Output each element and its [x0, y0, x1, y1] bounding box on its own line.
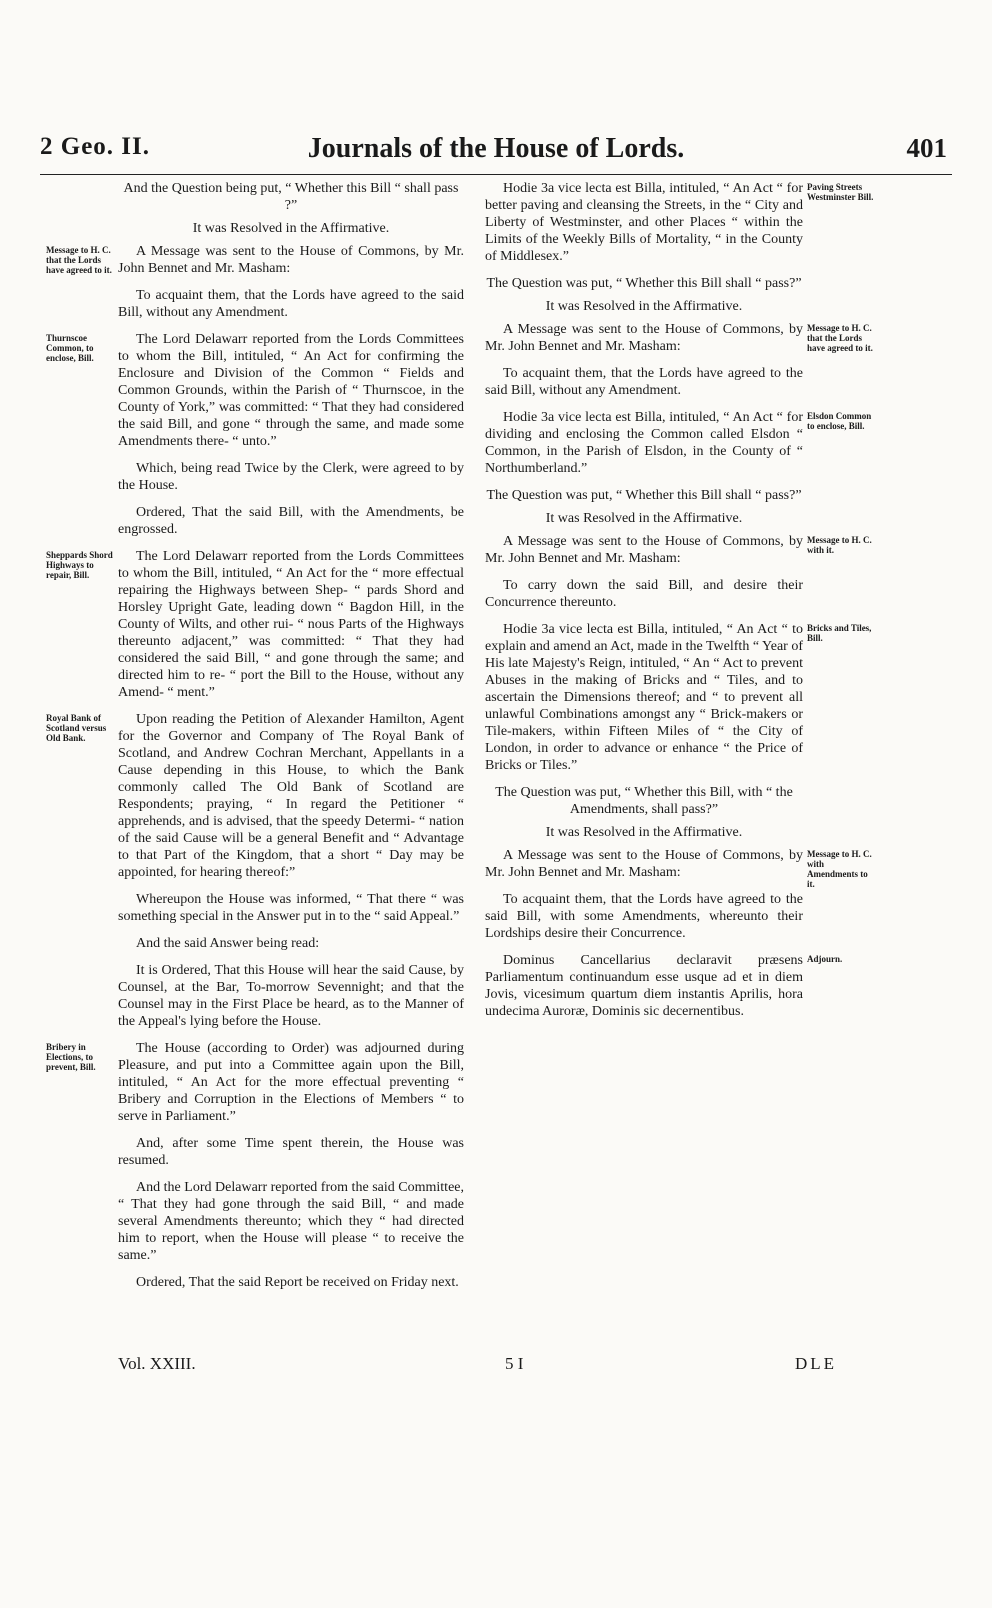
paragraph-text: It was Resolved in the Affirmative. [545, 511, 743, 526]
margin-note: Message to H. C. that the Lords have agreed to it. [46, 245, 112, 275]
paragraph-text: Which, being read Twice by the Clerk, were agreed to by the House. [118, 461, 464, 493]
paragraph [485, 298, 803, 315]
paragraph-text: A Message was sent to the House of Commons, by Mr. John Bennet and Mr. Masham: [485, 534, 803, 566]
paragraph [485, 510, 803, 527]
margin-note: Message to H. C. with Amendments to it. [807, 849, 872, 889]
paragraph [118, 935, 464, 952]
paragraph-text: To acquaint them, that the Lords have agreed to the said Bill, with some Amendments, whereunto their Lordships desire their Concurrence. [485, 892, 803, 941]
paragraph-text: And the Lord Delawarr reported from the said Committee, “ That they had gone through the said Bill, “ and made several Amendments thereunto; which they “ had directed him to report, when the House will please “ to receive the same.” [118, 1180, 464, 1263]
paragraph [118, 220, 464, 237]
paragraph [118, 962, 464, 1030]
paragraph [485, 952, 843, 1020]
running-title: Journals of the House of Lords. [307, 133, 685, 164]
paragraph [485, 784, 803, 818]
paragraph-text: It was Resolved in the Affirmative. [192, 221, 390, 236]
paragraph [485, 180, 874, 265]
paragraph-text: And the said Answer being read: [136, 936, 320, 951]
paragraph-text: To carry down the said Bill, and desire their Concurrence thereunto. [485, 578, 803, 610]
signature-mark: 5 I [505, 1354, 524, 1373]
paragraph-text: A Message was sent to the House of Commons, by Mr. John Bennet and Mr. Masham: [485, 322, 803, 354]
paragraph [485, 487, 803, 504]
margin-note: Adjourn. [807, 954, 843, 964]
margin-note: Royal Bank of Scotland versus Old Bank. [46, 713, 107, 743]
paragraph-text: Hodie 3a vice lecta est Billa, intituled, “ An Act “ for better paving and cleansing the Streets, in the “ City and Liberty of Westminster, and other Places “ within the Limits of the Weekly Bills of Mortality, “ in the County of Middlesex.” [485, 181, 803, 264]
margin-note: Bribery in Elections, to prevent, Bill. [46, 1042, 96, 1072]
paragraph-text: The Lord Delawarr reported from the Lords Committees to whom the Bill, intituled, “ An Act for the “ more effectual repairing the Highways between Shep- “ pards Shord and Horsley Upright Gate, leading down “ Bagdon Hill, in the County of Wilts, and other rui- “ nous Parts of the Highways thereunto adjacent,” was committed: “ That they had considered the said Bill, “ and gone through the same; and directed him to re- “ port the Bill to the House, without any Amend- “ ment.” [118, 549, 464, 700]
page-header [40, 133, 952, 173]
paragraph-text: It was Resolved in the Affirmative. [545, 299, 743, 314]
paragraph [485, 275, 803, 292]
right-column [485, 180, 874, 1030]
paragraph-text: The Question was put, “ Whether this Bill shall “ pass?” [486, 488, 802, 503]
header-rule [40, 174, 952, 175]
paragraph-text: Whereupon the House was informed, “ That there “ was something special in the Answer put in to the “ said Appeal.” [118, 892, 464, 924]
margin-note: Elsdon Common to enclose, Bill. [807, 411, 872, 431]
margin-note: Bricks and Tiles, Bill. [807, 623, 872, 643]
paragraph-text: Hodie 3a vice lecta est Billa, intituled, “ An Act “ to explain and amend an Act, made in the Twelfth “ Year of His late Majesty's Reign, intituled, “ An “ Act to prevent Abuses in the making of Bricks and “ Tiles, and to ascertain the Dimensions thereof; and “ to prevent all unlawful Combinations amongst any “ Brick-makers or Tile-makers, within Fifteen Miles of “ the City of London, in order to advance or enhance “ the Price of Bricks or Tiles.” [485, 622, 803, 773]
paragraph-text: Ordered, That the said Report be received on Friday next. [136, 1275, 459, 1290]
paragraph [485, 365, 803, 399]
paragraph-text: And the Question being put, “ Whether this Bill “ shall pass ?” [123, 181, 459, 213]
left-column [46, 180, 464, 1301]
margin-note: Thurnscoe Common, to enclose, Bill. [46, 333, 94, 363]
paragraph-text: The Lord Delawarr reported from the Lords Committees to whom the Bill, intituled, “ An Act for confirming the Enclosure and Division of the Common “ Fields and Common Grounds, within the Parish of “ Thurnscoe, in the County of York,” was committed: “ That they had considered the said Bill, and gone “ through the same, and made some Amendments there- “ unto.” [118, 332, 464, 449]
paragraph-text: The Question was put, “ Whether this Bill shall “ pass?” [486, 276, 802, 291]
paragraph [485, 321, 873, 355]
paragraph [46, 331, 464, 450]
paragraph-text: The Question was put, “ Whether this Bill, with “ the Amendments, shall pass?” [495, 785, 793, 817]
paragraph [46, 711, 464, 881]
paragraph-text: The House (according to Order) was adjourned during Pleasure, and put into a Committee again upon the Bill, intituled, “ An Act for the more effectual preventing “ Bribery and Corruption in the Elections of Members “ to serve in Parliament.” [118, 1041, 464, 1124]
regnal-year: 2 Geo. II. [40, 133, 150, 160]
paragraph [485, 577, 803, 611]
paragraph [118, 504, 464, 538]
volume-label: Vol. XXIII. [118, 1354, 196, 1373]
paragraph-text: Upon reading the Petition of Alexander Hamilton, Agent for the Governor and Company of The Royal Bank of Scotland, and Andrew Cochran Merchant, Appellants in a Cause depending in this House, to which the Bank commonly called The Old Bank of Scotland are Respondents; praying, “ In regard the Petitioner “ apprehends, and is advised, that the speedy Determi- “ nation of the said Cause will be a general Benefit and “ Advantage to that Part of the Kingdom, that a short “ Day may be appointed, for hearing thereof:” [118, 712, 464, 880]
paragraph [485, 891, 803, 942]
paragraph [118, 1135, 464, 1169]
paragraph [46, 1040, 464, 1125]
paragraph-text: A Message was sent to the House of Commons, by Mr. John Bennet and Mr. Masham: [118, 244, 464, 276]
paragraph-text: It is Ordered, That this House will hear the said Cause, by Counsel, at the Bar, To-morrow Sevennight; and that the Counsel may in the First Place be heard, as to the Manner of the Appeal's lying before the House. [118, 963, 464, 1029]
margin-note: Paving Streets Westminster Bill. [807, 182, 874, 202]
margin-note: Message to H. C. that the Lords have agreed to it. [807, 323, 873, 353]
paragraph [118, 1274, 464, 1291]
paragraph [118, 891, 464, 925]
paragraph [485, 409, 872, 477]
paragraph [118, 1179, 464, 1264]
paragraph [118, 287, 464, 321]
paragraph-text: To acquaint them, that the Lords have agreed to the said Bill, without any Amendment. [485, 366, 803, 398]
margin-note: Message to H. C. with it. [807, 535, 872, 555]
paragraph [485, 847, 872, 889]
paragraph-text: Ordered, That the said Bill, with the Amendments, be engrossed. [118, 505, 464, 537]
page-number: 401 [906, 133, 947, 163]
paragraph [46, 548, 464, 701]
paragraph [118, 460, 464, 494]
library-mark: DLE [795, 1354, 838, 1373]
margin-note: Sheppards Shord Highways to repair, Bill. [46, 550, 113, 580]
paragraph-text: A Message was sent to the House of Commons, by Mr. John Bennet and Mr. Masham: [485, 848, 803, 880]
paragraph-text: Hodie 3a vice lecta est Billa, intituled, “ An Act “ for dividing and enclosing the Common called Elsdon “ Common, in the Parish of Elsdon, in the County of “ Northumberland.” [485, 410, 803, 476]
paragraph [485, 533, 872, 567]
paragraph-text: It was Resolved in the Affirmative. [545, 825, 743, 840]
paragraph [485, 621, 872, 774]
paragraph [485, 824, 803, 841]
paragraph-text: Dominus Cancellarius declaravit præsens Parliamentum continuandum esse usque ad et in diem Jovis, vicesimum quartum diem instantis Aprilis, hora undecima Auroræ, Dominis sic decernentibus. [485, 953, 803, 1019]
paragraph-text: And, after some Time spent therein, the House was resumed. [118, 1136, 464, 1168]
paragraph-text: To acquaint them, that the Lords have agreed to the said Bill, without any Amendment. [118, 288, 464, 320]
paragraph [46, 243, 464, 277]
paragraph [118, 180, 464, 214]
